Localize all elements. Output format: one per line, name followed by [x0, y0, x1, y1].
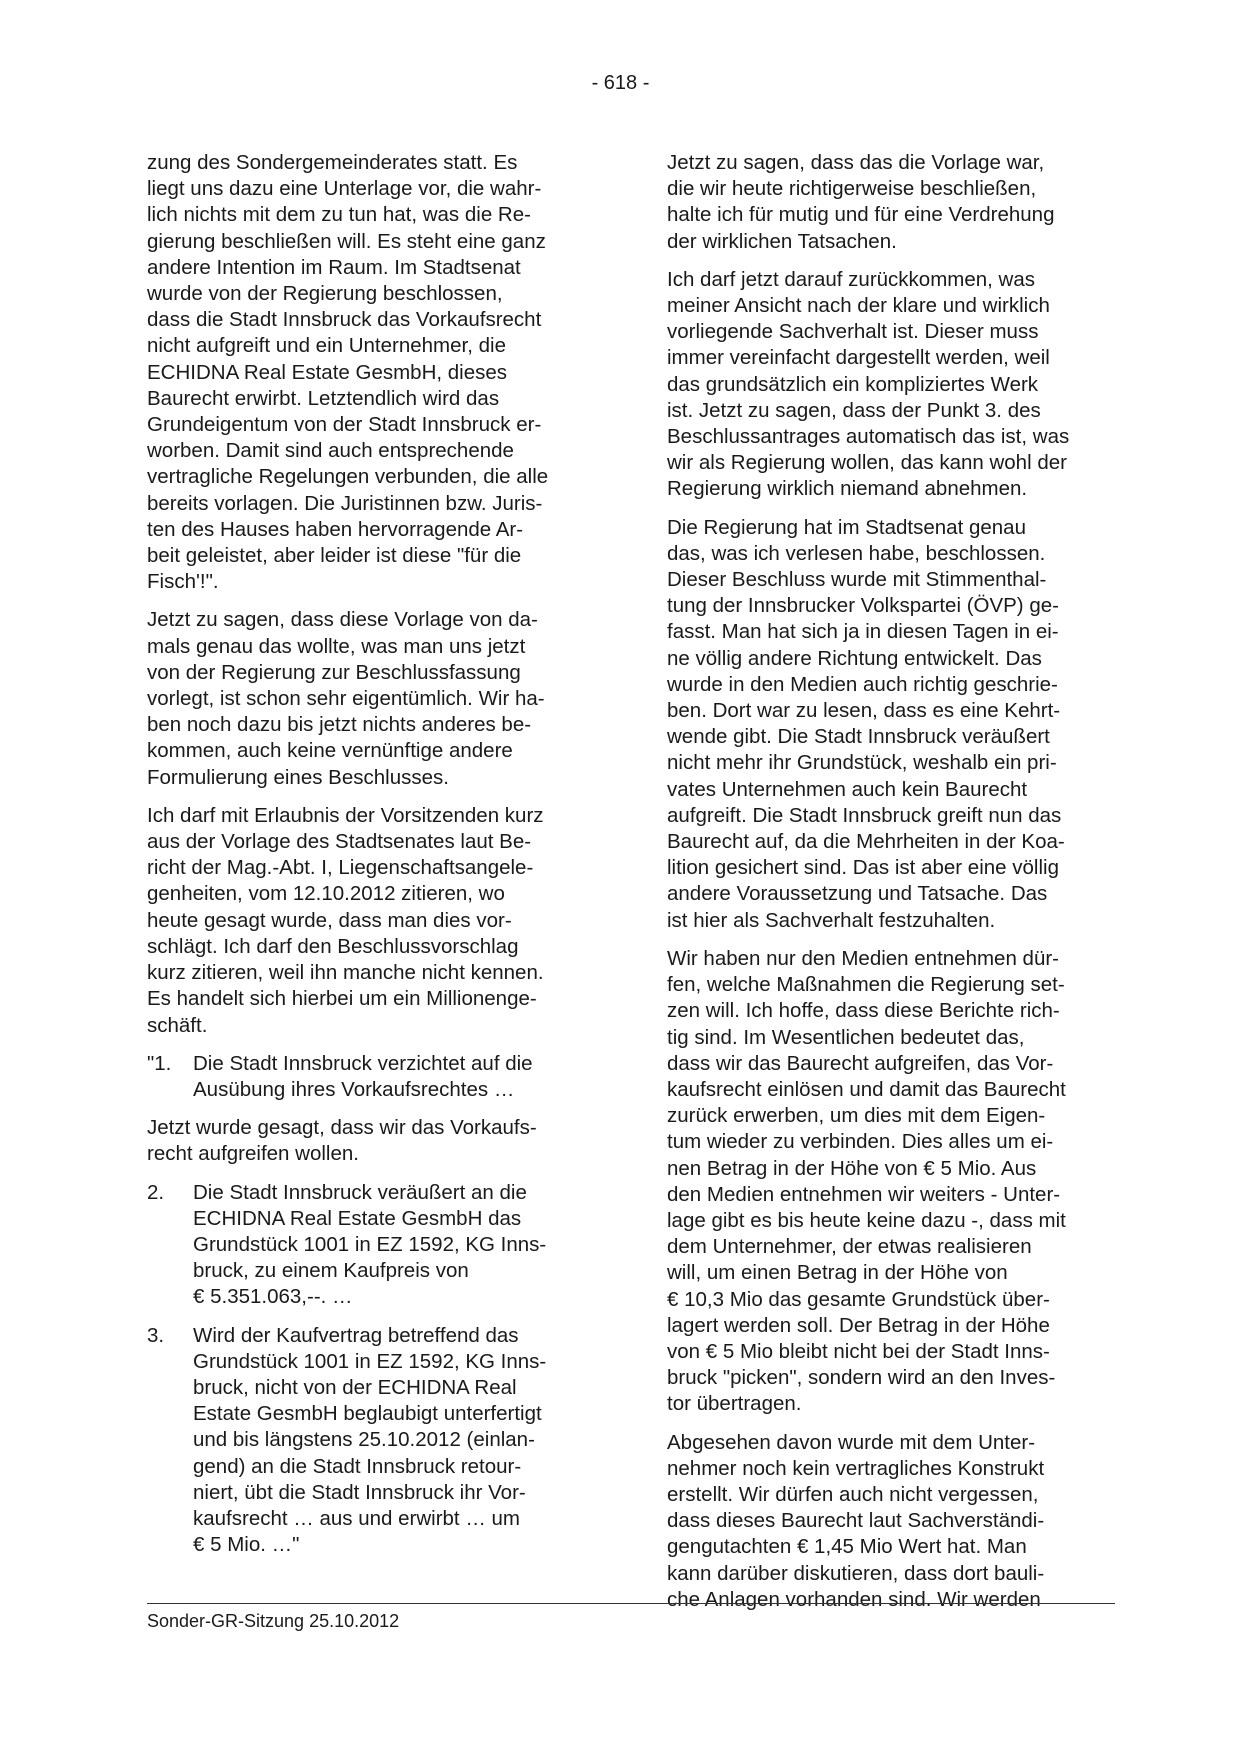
- paragraph: Jetzt zu sagen, dass diese Vorlage von da- mals genau das wollte, was man uns jetzt von der Regierung zur Beschlussfassung vorlegt, ist schon sehr eigentümlich. Wir ha- ben noch dazu bis jetzt nichts anderes be- kommen, auch keine vernünftige andere Formulierung eines Beschlusses.: [147, 608, 545, 789]
- paragraph: Wir haben nur den Medien entnehmen dür- fen, welche Maßnahmen die Regierung set- zen will. Ich hoffe, dass diese Berichte rich- tig sind. Im Wesentlichen bedeutet das, dass wir das Baurecht aufgreifen, das Vor- kaufsrecht einlösen und damit das Baurecht zurück erwerben, um dies mit dem Eigen- tum wieder zu verbinden. Dies alles um ei- nen Betrag in der Höhe von € 5 Mio. Aus den Medien entnehmen wir weiters - Unter- lage gibt es bis heute keine dazu -, dass mit dem Unternehmer, der etwas realisieren will, um einen Betrag in der Höhe von € 10,3 Mio das gesamte Grundstück über- lagert werden soll. Der Betrag in der Höhe von € 5 Mio bleibt nicht bei der Stadt Inns- bruck "picken", sondern wird an den Inves- tor übertragen.: [667, 946, 1066, 1416]
- paragraph: Ich darf jetzt darauf zurückkommen, was meiner Ansicht nach der klare und wirklich vorliegende Sachverhalt ist. Dieser muss immer vereinfacht dargestellt werden, weil das grundsätzlich ein kompliziertes Werk ist. Jetzt zu sagen, dass der Punkt 3. des Beschlussantrages automatisch das ist, was wir als Regierung wollen, das kann wohl der Regierung wirklich niemand abnehmen.: [667, 267, 1070, 501]
- paragraph: Ich darf mit Erlaubnis der Vorsitzenden kurz aus der Vorlage des Stadtsenates laut Be- richt der Mag.-Abt. I, Liegenschaftsangele- genheiten, vom 12.10.2012 zitieren, wo heute gesagt wurde, dass man dies vor- schlägt. Ich darf den Beschlussvorschlag kurz zitieren, weil ihn manche nicht kennen. Es handelt sich hierbei um ein Millionenge- schäft.: [147, 803, 544, 1037]
- list-item: [147, 1051, 595, 1103]
- list-number: 2.: [147, 1180, 165, 1204]
- paragraph: Jetzt wurde gesagt, dass wir das Vorkaufs- recht aufgreifen wollen.: [147, 1116, 537, 1166]
- paragraph: Abgesehen davon wurde mit dem Unter- nehmer noch kein vertragliches Konstrukt erstellt. Wir dürfen auch nicht vergessen, dass dieses Baurecht laut Sachverständi- gengutachten € 1,45 Mio Wert hat. Man kann darüber diskutieren, dass dort bauli- che Anlagen vorhanden sind. Wir werden: [667, 1430, 1045, 1611]
- footer-text: Sonder-GR-Sitzung 25.10.2012: [147, 1611, 400, 1631]
- paragraph: Jetzt zu sagen, dass das die Vorlage war, die wir heute richtigerweise beschließen, halte ich für mutig und für eine Verdrehung der wirklichen Tatsachen.: [667, 151, 1055, 253]
- list-item: [147, 1180, 595, 1311]
- list-text: Die Stadt Innsbruck veräußert an die ECHIDNA Real Estate GesmbH das Grundstück 1001 in EZ 1592, KG Inns- bruck, zu einem Kaufpreis von € 5.351.063,--. …: [193, 1180, 547, 1309]
- list-item: [147, 1323, 595, 1559]
- right-column: [667, 150, 1115, 1625]
- list-text: Wird der Kaufvertrag betreffend das Grundstück 1001 in EZ 1592, KG Inns- bruck, nicht von der ECHIDNA Real Estate GesmbH beglaubigt unterfertigt und bis längstens 25.10.2012 (einlan- gend) an die Stadt Innsbruck retour- niert, übt die Stadt Innsbruck ihr Vor- kaufsrecht … aus und erwirbt … um € 5 Mio. …": [193, 1323, 547, 1557]
- footer-divider: [147, 1603, 1115, 1604]
- paragraph: zung des Sondergemeinderates statt. Es liegt uns dazu eine Unterlage vor, die wahr- lich nichts mit dem zu tun hat, was die Re- gierung beschließen will. Es steht eine ganz andere Intention im Raum. Im Stadtsenat wurde von der Regierung beschlossen, dass die Stadt Innsbruck das Vorkaufsrecht nicht aufgreift und ein Unternehmer, die ECHIDNA Real Estate GesmbH, dieses Baurecht erwirbt. Letztendlich wird das Grundeigentum von der Stadt Innsbruck er- worben. Damit sind auch entsprechende vertragliche Regelungen verbunden, die alle bereits vorlagen. Die Juristinnen bzw. Juris- ten des Hauses haben hervorragende Ar- beit geleistet, aber leider ist diese "für die Fisch'!".: [147, 151, 549, 594]
- list-number: 3.: [147, 1323, 165, 1347]
- list-number: "1.: [147, 1051, 172, 1075]
- page-number: - 618 -: [591, 72, 650, 94]
- list-text: Die Stadt Innsbruck verzichtet auf die Ausübung ihres Vorkaufsrechtes …: [193, 1051, 533, 1101]
- paragraph: Die Regierung hat im Stadtsenat genau das, was ich verlesen habe, beschlossen. Dieser Beschluss wurde mit Stimmenthal- tung der Innsbrucker Volkspartei (ÖVP) ge- fasst. Man hat sich ja in diesen Tagen in ei- ne völlig andere Richtung entwickelt. Das wurde in den Medien auch richtig geschrie- ben. Dort war zu lesen, dass es eine Kehrt- wende gibt. Die Stadt Innsbruck veräußert nicht mehr ihr Grundstück, weshalb ein pri- vates Unternehmen auch kein Baurecht aufgreift. Die Stadt Innsbruck greift nun das Baurecht auf, da die Mehrheiten in der Koa- lition gesichert sind. Das ist aber eine völlig andere Voraussetzung und Tatsache. Das ist hier als Sachverhalt festzuhalten.: [667, 515, 1065, 932]
- left-column: [147, 150, 595, 1570]
